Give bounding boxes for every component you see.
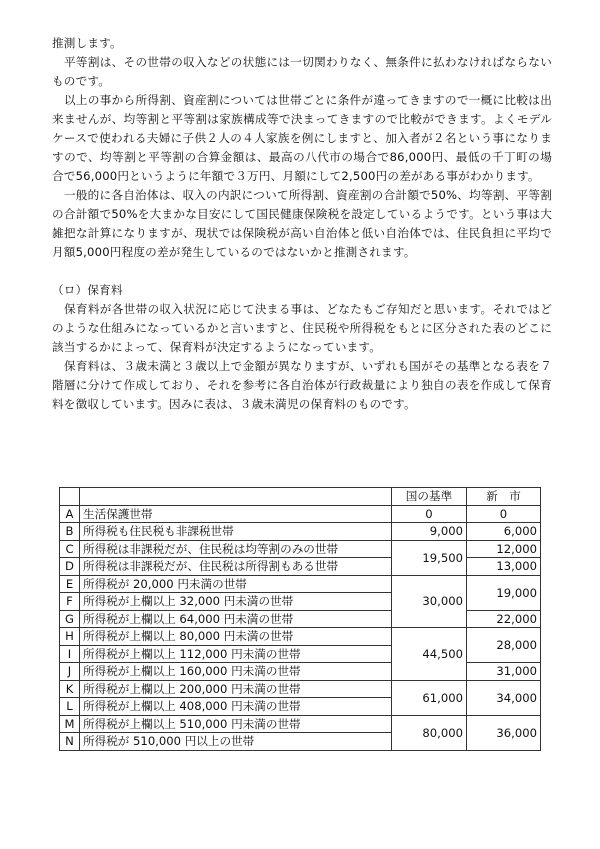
national-value: 80,000	[392, 715, 467, 750]
row-label: 所得税は非課税だが、住民税は所得割もある世帯	[80, 558, 392, 576]
table-header-row	[60, 488, 541, 506]
table-row	[60, 610, 541, 628]
row-code: D	[60, 558, 80, 576]
row-code: G	[60, 610, 80, 628]
row-label: 所得税が上欄以上 200,000 円未満の世帯	[80, 680, 392, 698]
city-value: 28,000	[467, 628, 541, 663]
city-value: 34,000	[467, 680, 541, 715]
national-value: 30,000	[392, 575, 467, 628]
row-code: H	[60, 628, 80, 646]
city-value: 0	[467, 505, 541, 523]
paragraph-childcare-intro: 保育料が各世帯の収入状況に応じて決まる事は、どなたもご存知だと思います。それではどのような仕組みになっているかと言いますと、住民税や所得税をもとに区分された表のどこに該当するかによって、保育料が決定するようになっています。	[52, 302, 552, 354]
childcare-fee-table	[59, 487, 541, 751]
national-value: 44,500	[392, 628, 467, 681]
header-national-standard: 国の基準	[392, 488, 467, 506]
city-value: 22,000	[467, 610, 541, 628]
city-value: 6,000	[467, 523, 541, 541]
row-code: L	[60, 698, 80, 716]
row-label: 所得税が上欄以上 160,000 円未満の世帯	[80, 663, 392, 681]
row-label: 所得税が 510,000 円以上の世帯	[80, 733, 392, 751]
paragraph-general: 一般的に各自治体は、収入の内訳について所得割、資産割の合計額で50%、均等割、平等割の合計額で50%を大まかな目安にして国民健康保険税を設定しているようです。という事は大雑把な計算になりますが、現状では保険税が高い自治体と低い自治体では、住民負担に平均で月額5,000円程度の差が発生しているのではないかと推測されます。	[52, 188, 552, 259]
paragraph-equal-levy: 平等割は、その世帯の収入などの状態には一切関わりなく、無条件に払わなければならないものです。	[52, 55, 552, 88]
row-code: C	[60, 540, 80, 558]
section-heading-childcare-fee: （ロ）保育料	[52, 283, 123, 297]
paragraph-continuation: 推測します。	[52, 36, 122, 50]
row-label: 所得税が上欄以上 408,000 円未満の世帯	[80, 698, 392, 716]
row-code: I	[60, 645, 80, 663]
row-label: 所得税は非課税だが、住民税は均等割のみの世帯	[80, 540, 392, 558]
city-value: 12,000	[467, 540, 541, 558]
row-label: 所得税が 20,000 円未満の世帯	[80, 575, 392, 593]
city-value: 31,000	[467, 663, 541, 681]
row-code: B	[60, 523, 80, 541]
document-body	[52, 34, 552, 414]
city-value: 36,000	[467, 715, 541, 750]
row-label: 所得税が上欄以上 80,000 円未満の世帯	[80, 628, 392, 646]
national-value: 19,500	[392, 540, 467, 575]
row-code: N	[60, 733, 80, 751]
row-label: 所得税が上欄以上 64,000 円未満の世帯	[80, 610, 392, 628]
table-row	[60, 505, 541, 523]
row-label: 生活保護世帯	[80, 505, 392, 523]
table-row	[60, 680, 541, 698]
row-code: F	[60, 593, 80, 611]
row-label: 所得税が上欄以上 510,000 円未満の世帯	[80, 715, 392, 733]
row-label: 所得税が上欄以上 32,000 円未満の世帯	[80, 593, 392, 611]
header-new-city: 新 市	[467, 488, 541, 506]
national-value: 9,000	[392, 523, 467, 541]
national-value: 61,000	[392, 680, 467, 715]
table-row	[60, 663, 541, 681]
header-label-cell	[80, 488, 392, 506]
row-code: M	[60, 715, 80, 733]
row-label: 所得税も住民税も非課税世帯	[80, 523, 392, 541]
table-row	[60, 523, 541, 541]
table-row	[60, 575, 541, 593]
table-row	[60, 558, 541, 576]
row-label: 所得税が上欄以上 112,000 円未満の世帯	[80, 645, 392, 663]
row-code: J	[60, 663, 80, 681]
national-value: 0	[392, 505, 467, 523]
city-value: 19,000	[467, 575, 541, 610]
city-value: 13,000	[467, 558, 541, 576]
paragraph-comparison: 以上の事から所得割、資産割については世帯ごとに条件が違ってきますので一概に比較は出来ませんが、均等割と平等割は家族構成等で決まってきますので比較ができます。よくモデルケースで使われる夫婦に子供２人の４人家族を例にしますと、加入者が２名という事になりますので、均等割と平等割の合算金額は、最高の八代市の場合で86,000円、最低の千丁町の場合で56,000円というように年額で３万円、月額にして2,500円の差がある事がわかります。	[52, 93, 552, 183]
row-code: K	[60, 680, 80, 698]
row-code: E	[60, 575, 80, 593]
paragraph-childcare-table-note: 保育料は、３歳未満と３歳以上で金額が異なりますが、いずれも国がその基準となる表を７階層に分けて作成しており、それを参考に各自治体が行政裁量により独自の表を作成して保育料を徴収しています。因みに表は、３歳未満児の保育料のものです。	[52, 359, 552, 411]
row-code: A	[60, 505, 80, 523]
table-row	[60, 628, 541, 646]
table-row	[60, 715, 541, 733]
header-code-cell	[60, 488, 80, 506]
table-row	[60, 540, 541, 558]
